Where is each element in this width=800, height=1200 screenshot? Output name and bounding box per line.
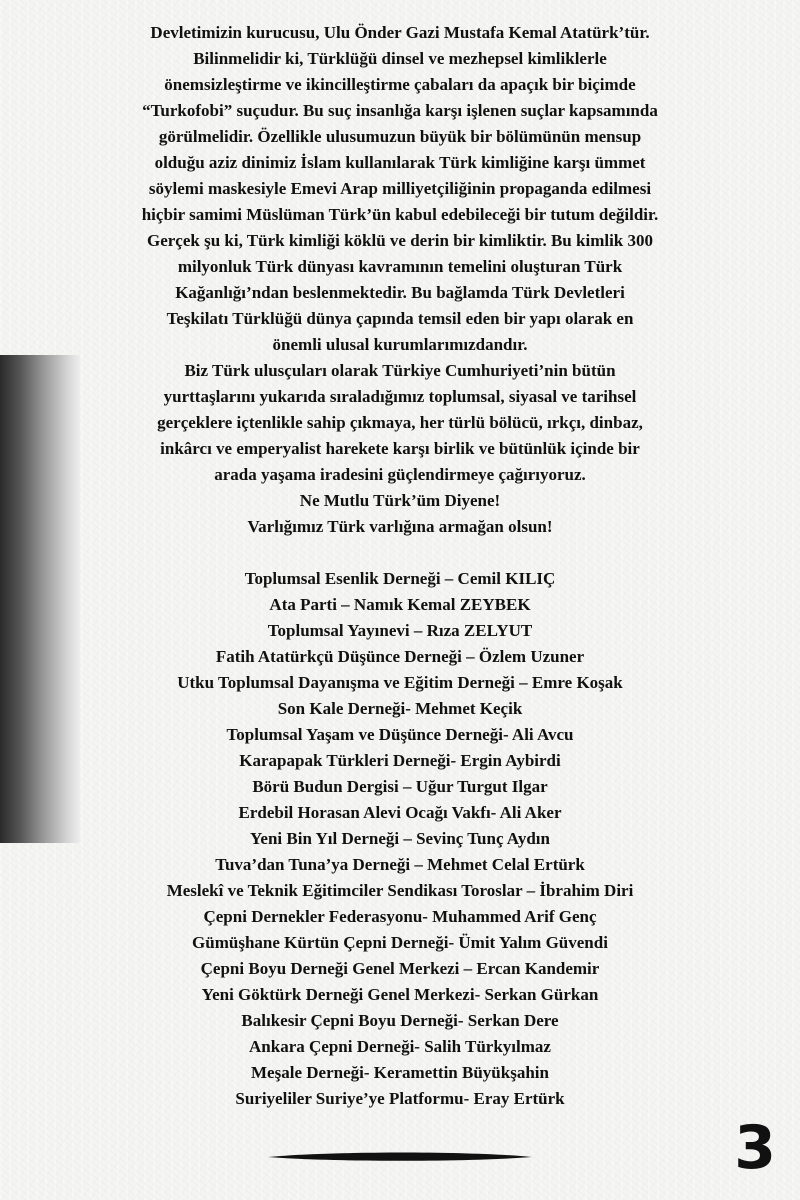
page-number: 3 [734, 1113, 776, 1183]
body-line: yurttaşlarını yukarıda sıraladığımız toplumsal, siyasal ve tarihsel [163, 387, 637, 406]
signatory-item: Ata Parti – Namık Kemal ZEYBEK [269, 595, 531, 614]
signatory-item: Gümüşhane Kürtün Çepni Derneği- Ümit Yalım Güvendi [192, 933, 608, 952]
signatory-item: Meslekî ve Teknik Eğitimciler Sendikası Toroslar – İbrahim Diri [166, 881, 634, 900]
signatory-item: Toplumsal Esenlik Derneği – Cemil KILIÇ [244, 569, 556, 588]
declaration-text [85, 20, 715, 1112]
body-line: söylemi maskesiyle Emevi Arap milliyetçiliğinin propaganda edilmesi [148, 179, 652, 198]
signatory-item: Börü Budun Dergisi – Uğur Turgut Ilgar [252, 777, 548, 796]
signatory-item: Yeni Bin Yıl Derneği – Sevinç Tunç Aydın [250, 829, 550, 848]
signatory-item: Meşale Derneği- Keramettin Büyükşahin [251, 1063, 549, 1082]
signatories-list [85, 566, 715, 1112]
body-line: görülmelidir. Özellikle ulusumuzun büyük bir bölümünün mensup [158, 127, 642, 146]
signatory-item: Karapapak Türkleri Derneği- Ergin Aybirdi [239, 751, 561, 770]
footer-brush-stroke [0, 1147, 800, 1167]
body-line: arada yaşama iradesini güçlendirmeye çağırıyoruz. [214, 465, 586, 484]
body-line: milyonluk Türk dünyası kavramının temelini oluşturan Türk [177, 257, 623, 276]
signatory-item: Balıkesir Çepni Boyu Derneği- Serkan Dere [241, 1011, 559, 1030]
slogan-line: Varlığımız Türk varlığına armağan olsun! [247, 517, 553, 536]
section-spacer [85, 540, 715, 566]
body-line: “Turkofobi” suçudur. Bu suç insanlığa karşı işlenen suçlar kapsamında [142, 101, 658, 120]
declaration-body [85, 20, 715, 540]
body-line: inkârcı ve emperyalist harekete karşı birlik ve bütünlük içinde bir [160, 439, 640, 458]
body-line: Biz Türk ulusçuları olarak Türkiye Cumhuriyeti’nin bütün [184, 361, 616, 380]
signatory-item: Toplumsal Yaşam ve Düşünce Derneği- Ali Avcu [226, 725, 574, 744]
body-line: olduğu aziz dinimiz İslam kullanılarak Türk kimliğine karşı ümmet [154, 153, 646, 172]
signatory-item: Çepni Dernekler Federasyonu- Muhammed Arif Genç [203, 907, 597, 926]
signatory-item: Suriyeliler Suriye’ye Platformu- Eray Ertürk [235, 1089, 565, 1108]
body-line: Bilinmelidir ki, Türklüğü dinsel ve mezhepsel kimliklerle [193, 49, 607, 68]
signatory-item: Erdebil Horasan Alevi Ocağı Vakfı- Ali Aker [238, 803, 562, 822]
signatory-item: Ankara Çepni Derneği- Salih Türkyılmaz [249, 1037, 551, 1056]
signatory-item: Toplumsal Yayınevi – Rıza ZELYUT [267, 621, 533, 640]
slogan-line: Ne Mutlu Türk’üm Diyene! [299, 491, 501, 510]
body-line: önemli ulusal kurumlarımızdandır. [272, 335, 528, 354]
signatory-item: Fatih Atatürkçü Düşünce Derneği – Özlem Uzuner [215, 647, 585, 666]
body-line: Devletimizin kurucusu, Ulu Önder Gazi Mustafa Kemal Atatürk’tür. [150, 23, 650, 42]
body-line: Teşkilatı Türklüğü dünya çapında temsil eden bir yapı olarak en [166, 309, 634, 328]
signatory-item: Utku Toplumsal Dayanışma ve Eğitim Derneği – Emre Koşak [177, 673, 623, 692]
body-line: Gerçek şu ki, Türk kimliği köklü ve derin bir kimliktir. Bu kimlik 300 [146, 231, 653, 250]
body-line: Kağanlığı’ndan beslenmektedir. Bu bağlamda Türk Devletleri [175, 283, 625, 302]
body-line: gerçeklere içtenlikle sahip çıkmaya, her türlü bölücü, ırkçı, dinbaz, [157, 413, 643, 432]
signatory-item: Çepni Boyu Derneği Genel Merkezi – Ercan Kandemir [200, 959, 600, 978]
side-gradient-bar [0, 355, 80, 843]
brush-stroke-shape [268, 1153, 532, 1161]
body-line: önemsizleştirme ve ikincilleştirme çabaları da apaçık bir biçimde [164, 75, 636, 94]
signatory-item: Son Kale Derneği- Mehmet Keçik [277, 699, 523, 718]
body-line: hiçbir samimi Müslüman Türk’ün kabul edebileceği bir tutum değildir. [141, 205, 659, 224]
signatory-item: Tuva’dan Tuna’ya Derneği – Mehmet Celal Ertürk [215, 855, 585, 874]
signatory-item: Yeni Göktürk Derneği Genel Merkezi- Serkan Gürkan [201, 985, 599, 1004]
